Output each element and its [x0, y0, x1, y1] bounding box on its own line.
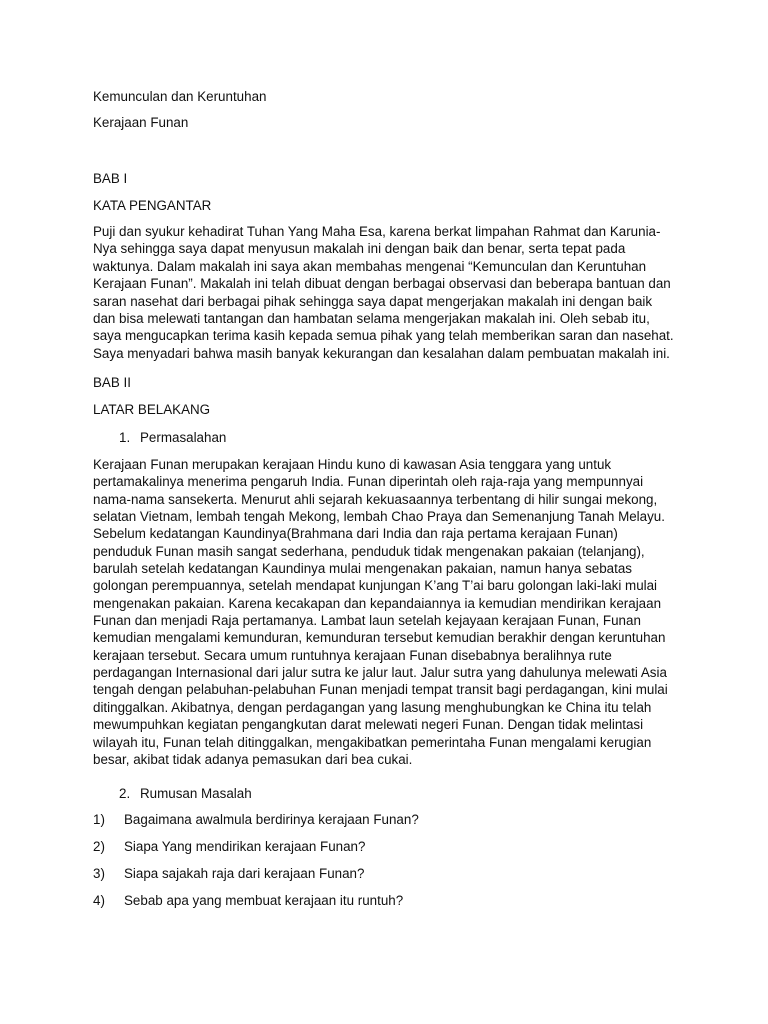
question-number: 3)	[93, 866, 105, 881]
question-number: 4)	[93, 893, 105, 908]
bab1-paragraph: Puji dan syukur kehadirat Tuhan Yang Maha Esa, karena berkat limpahan Rahmat dan Karunia-Nya sehingga saya dapat menyusun makalah ini dengan baik dan benar, serta tepat pada waktunya. Dalam makalah ini saya akan membahas mengenai “Kemunculan dan Keruntuhan Kerajaan Funan”. Makalah ini telah dibuat dengan berbagai observasi dan beberapa bantuan dan saran nasehat dari berbagai pihak sehingga saya dapat mengerjakan makalah ini dengan baik dan bisa melewati tantangan dan hambatan selama mengerjakan makalah ini. Oleh sebab itu, saya mengucapkan terima kasih kepada semua pihak yang telah memberikan saran dan nasehat. Saya menyadari bahwa masih banyak kekurangan dan kesalahan dalam pembuatan makalah ini.	[93, 224, 674, 361]
question-text: Bagaimana awalmula berdirinya kerajaan Funan?	[124, 812, 419, 827]
question-text: Siapa sajakah raja dari kerajaan Funan?	[124, 866, 365, 881]
question-number: 2)	[93, 839, 105, 854]
question-text: Sebab apa yang membuat kerajaan itu runtuh?	[124, 893, 404, 908]
section1-paragraph: Kerajaan Funan merupakan kerajaan Hindu kuno di kawasan Asia tenggara yang untuk pertamakalinya menerima pengaruh India. Funan diperintah oleh raja-raja yang mempunnyai nama-nama sansekerta. Menurut ahli sejarah kekuasaannya terbentang di hilir sungai mekong, selatan Vietnam, lembah tengah Mekong, lembah Chao Praya dan Semenanjung Tanah Melayu. Sebelum kedatangan Kaundinya(Brahmana dari India dan raja pertama kerajaan Funan) penduduk Funan masih sangat sederhana, penduduk tidak mengenakan pakaian (telanjang), barulah setelah kedatangan Kaundinya mulai mengenakan pakaian, namun hanya sebatas golongan perempuannya, setelah mendapat kunjungan K’ang T’ai baru golongan laki-laki mulai mengenakan pakaian. Karena kecakapan dan kepandaiannya ia kemudian mendirikan kerajaan Funan dan menjadi Raja pertamanya. Lambat laun setelah kejayaan kerajaan Funan, Funan kemudian mengalami kemunduran, kemunduran tersebut kemudian berakhir dengan keruntuhan kerajaan tersebut. Secara umum runtuhnya kerajaan Funan disebabnya beralihnya rute perdagangan Internasional dari jalur sutra ke jalur laut. Jalur sutra yang dahulunya melewati Asia tengah dengan pelabuhan-pelabuhan Funan menjadi tempat transit bagi perdagangan, kini mulai ditinggalkan. Akibatnya, dengan perdagangan yang lasung menghubungkan ke China itu telah mewumpuhkan kegiatan pengangkutan darat melewati negeri Funan. Dengan tidak melintasi wilayah itu, Funan telah ditinggalkan, mengakibatkan pemerintaha Funan mengalami kerugian besar, akibat tidak adanya pemasukan dari bea cukai.	[93, 457, 668, 767]
section1-title: Permasalahan	[140, 430, 227, 445]
section2-title: Rumusan Masalah	[140, 786, 252, 801]
document-title-line-1: Kemunculan dan Keruntuhan	[93, 89, 267, 104]
section1-number: 1.	[119, 430, 131, 445]
bab1-heading: BAB I	[93, 171, 128, 186]
bab2-subheading: LATAR BELAKANG	[93, 402, 211, 417]
bab2-heading: BAB II	[93, 375, 131, 390]
question-number: 1)	[93, 812, 105, 827]
document-title-line-2: Kerajaan Funan	[93, 115, 189, 130]
section2-number: 2.	[119, 786, 131, 801]
question-text: Siapa Yang mendirikan kerajaan Funan?	[124, 839, 366, 854]
bab1-subheading: KATA PENGANTAR	[93, 198, 212, 213]
